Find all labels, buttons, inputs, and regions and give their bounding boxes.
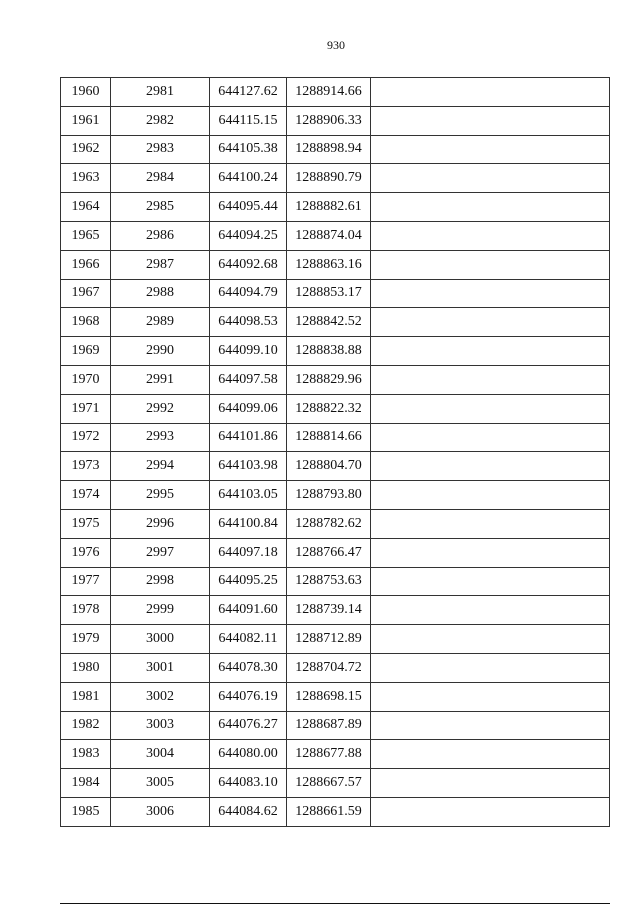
table-row xyxy=(61,509,610,538)
row-index-cell: 1969 xyxy=(61,337,111,366)
x-coordinate-cell: 644082.11 xyxy=(210,625,287,654)
point-number-cell: 3006 xyxy=(111,797,210,826)
table-row xyxy=(61,682,610,711)
y-coordinate-cell: 1288753.63 xyxy=(287,567,371,596)
y-coordinate-cell: 1288814.66 xyxy=(287,423,371,452)
table-row xyxy=(61,337,610,366)
row-index-cell: 1964 xyxy=(61,193,111,222)
row-index-cell: 1981 xyxy=(61,682,111,711)
row-index-cell: 1966 xyxy=(61,250,111,279)
note-cell xyxy=(371,337,610,366)
x-coordinate-cell: 644101.86 xyxy=(210,423,287,452)
point-number-cell: 3005 xyxy=(111,769,210,798)
y-coordinate-cell: 1288687.89 xyxy=(287,711,371,740)
note-cell xyxy=(371,625,610,654)
y-coordinate-cell: 1288863.16 xyxy=(287,250,371,279)
point-number-cell: 2996 xyxy=(111,509,210,538)
table-row xyxy=(61,423,610,452)
row-index-cell: 1968 xyxy=(61,308,111,337)
x-coordinate-cell: 644095.25 xyxy=(210,567,287,596)
point-number-cell: 2986 xyxy=(111,221,210,250)
point-number-cell: 2982 xyxy=(111,106,210,135)
x-coordinate-cell: 644097.58 xyxy=(210,365,287,394)
table-row xyxy=(61,596,610,625)
row-index-cell: 1963 xyxy=(61,164,111,193)
x-coordinate-cell: 644103.98 xyxy=(210,452,287,481)
y-coordinate-cell: 1288890.79 xyxy=(287,164,371,193)
table-row xyxy=(61,193,610,222)
x-coordinate-cell: 644100.84 xyxy=(210,509,287,538)
x-coordinate-cell: 644095.44 xyxy=(210,193,287,222)
x-coordinate-cell: 644100.24 xyxy=(210,164,287,193)
note-cell xyxy=(371,135,610,164)
table-row xyxy=(61,308,610,337)
y-coordinate-cell: 1288874.04 xyxy=(287,221,371,250)
row-index-cell: 1980 xyxy=(61,653,111,682)
note-cell xyxy=(371,596,610,625)
note-cell xyxy=(371,279,610,308)
row-index-cell: 1982 xyxy=(61,711,111,740)
x-coordinate-cell: 644105.38 xyxy=(210,135,287,164)
row-index-cell: 1978 xyxy=(61,596,111,625)
note-cell xyxy=(371,308,610,337)
table-row xyxy=(61,250,610,279)
note-cell xyxy=(371,106,610,135)
y-coordinate-cell: 1288906.33 xyxy=(287,106,371,135)
note-cell xyxy=(371,740,610,769)
x-coordinate-cell: 644080.00 xyxy=(210,740,287,769)
note-cell xyxy=(371,682,610,711)
y-coordinate-cell: 1288842.52 xyxy=(287,308,371,337)
row-index-cell: 1983 xyxy=(61,740,111,769)
point-number-cell: 2989 xyxy=(111,308,210,337)
x-coordinate-cell: 644078.30 xyxy=(210,653,287,682)
y-coordinate-cell: 1288667.57 xyxy=(287,769,371,798)
y-coordinate-cell: 1288677.88 xyxy=(287,740,371,769)
note-cell xyxy=(371,423,610,452)
row-index-cell: 1960 xyxy=(61,78,111,107)
x-coordinate-cell: 644076.27 xyxy=(210,711,287,740)
row-index-cell: 1973 xyxy=(61,452,111,481)
y-coordinate-cell: 1288661.59 xyxy=(287,797,371,826)
point-number-cell: 2981 xyxy=(111,78,210,107)
x-coordinate-cell: 644091.60 xyxy=(210,596,287,625)
table-row xyxy=(61,625,610,654)
point-number-cell: 3000 xyxy=(111,625,210,654)
row-index-cell: 1975 xyxy=(61,509,111,538)
table-row xyxy=(61,653,610,682)
note-cell xyxy=(371,221,610,250)
point-number-cell: 2983 xyxy=(111,135,210,164)
y-coordinate-cell: 1288782.62 xyxy=(287,509,371,538)
coordinate-table-body xyxy=(61,78,610,827)
x-coordinate-cell: 644094.79 xyxy=(210,279,287,308)
point-number-cell: 2995 xyxy=(111,481,210,510)
table-row xyxy=(61,538,610,567)
x-coordinate-cell: 644103.05 xyxy=(210,481,287,510)
table-row xyxy=(61,740,610,769)
y-coordinate-cell: 1288829.96 xyxy=(287,365,371,394)
y-coordinate-cell: 1288898.94 xyxy=(287,135,371,164)
point-number-cell: 2988 xyxy=(111,279,210,308)
table-row xyxy=(61,164,610,193)
point-number-cell: 2998 xyxy=(111,567,210,596)
point-number-cell: 3004 xyxy=(111,740,210,769)
row-index-cell: 1967 xyxy=(61,279,111,308)
row-index-cell: 1972 xyxy=(61,423,111,452)
point-number-cell: 2992 xyxy=(111,394,210,423)
note-cell xyxy=(371,567,610,596)
row-index-cell: 1984 xyxy=(61,769,111,798)
y-coordinate-cell: 1288793.80 xyxy=(287,481,371,510)
x-coordinate-cell: 644092.68 xyxy=(210,250,287,279)
y-coordinate-cell: 1288766.47 xyxy=(287,538,371,567)
row-index-cell: 1976 xyxy=(61,538,111,567)
x-coordinate-cell: 644083.10 xyxy=(210,769,287,798)
row-index-cell: 1977 xyxy=(61,567,111,596)
coordinate-table xyxy=(60,77,610,827)
point-number-cell: 3001 xyxy=(111,653,210,682)
table-row xyxy=(61,452,610,481)
table-row xyxy=(61,797,610,826)
point-number-cell: 2987 xyxy=(111,250,210,279)
y-coordinate-cell: 1288712.89 xyxy=(287,625,371,654)
point-number-cell: 2985 xyxy=(111,193,210,222)
y-coordinate-cell: 1288838.88 xyxy=(287,337,371,366)
point-number-cell: 2993 xyxy=(111,423,210,452)
note-cell xyxy=(371,78,610,107)
y-coordinate-cell: 1288804.70 xyxy=(287,452,371,481)
point-number-cell: 3003 xyxy=(111,711,210,740)
note-cell xyxy=(371,653,610,682)
table-row xyxy=(61,279,610,308)
point-number-cell: 2994 xyxy=(111,452,210,481)
x-coordinate-cell: 644115.15 xyxy=(210,106,287,135)
x-coordinate-cell: 644094.25 xyxy=(210,221,287,250)
note-cell xyxy=(371,711,610,740)
table-row xyxy=(61,106,610,135)
note-cell xyxy=(371,164,610,193)
y-coordinate-cell: 1288882.61 xyxy=(287,193,371,222)
y-coordinate-cell: 1288914.66 xyxy=(287,78,371,107)
y-coordinate-cell: 1288822.32 xyxy=(287,394,371,423)
y-coordinate-cell: 1288739.14 xyxy=(287,596,371,625)
row-index-cell: 1971 xyxy=(61,394,111,423)
x-coordinate-cell: 644076.19 xyxy=(210,682,287,711)
note-cell xyxy=(371,769,610,798)
page-number: 930 xyxy=(327,38,345,52)
table-row xyxy=(61,221,610,250)
point-number-cell: 2990 xyxy=(111,337,210,366)
x-coordinate-cell: 644127.62 xyxy=(210,78,287,107)
footer-rule xyxy=(60,903,610,904)
row-index-cell: 1965 xyxy=(61,221,111,250)
note-cell xyxy=(371,797,610,826)
note-cell xyxy=(371,394,610,423)
table-row xyxy=(61,135,610,164)
table-row xyxy=(61,711,610,740)
y-coordinate-cell: 1288853.17 xyxy=(287,279,371,308)
x-coordinate-cell: 644098.53 xyxy=(210,308,287,337)
row-index-cell: 1962 xyxy=(61,135,111,164)
note-cell xyxy=(371,481,610,510)
row-index-cell: 1970 xyxy=(61,365,111,394)
y-coordinate-cell: 1288698.15 xyxy=(287,682,371,711)
table-row xyxy=(61,78,610,107)
row-index-cell: 1961 xyxy=(61,106,111,135)
x-coordinate-cell: 644097.18 xyxy=(210,538,287,567)
note-cell xyxy=(371,452,610,481)
point-number-cell: 2997 xyxy=(111,538,210,567)
note-cell xyxy=(371,509,610,538)
table-row xyxy=(61,567,610,596)
table-row xyxy=(61,769,610,798)
table-row xyxy=(61,394,610,423)
x-coordinate-cell: 644099.06 xyxy=(210,394,287,423)
row-index-cell: 1974 xyxy=(61,481,111,510)
note-cell xyxy=(371,365,610,394)
note-cell xyxy=(371,538,610,567)
point-number-cell: 3002 xyxy=(111,682,210,711)
point-number-cell: 2991 xyxy=(111,365,210,394)
table-row xyxy=(61,365,610,394)
point-number-cell: 2999 xyxy=(111,596,210,625)
row-index-cell: 1979 xyxy=(61,625,111,654)
x-coordinate-cell: 644099.10 xyxy=(210,337,287,366)
table-row xyxy=(61,481,610,510)
point-number-cell: 2984 xyxy=(111,164,210,193)
note-cell xyxy=(371,193,610,222)
y-coordinate-cell: 1288704.72 xyxy=(287,653,371,682)
note-cell xyxy=(371,250,610,279)
row-index-cell: 1985 xyxy=(61,797,111,826)
x-coordinate-cell: 644084.62 xyxy=(210,797,287,826)
